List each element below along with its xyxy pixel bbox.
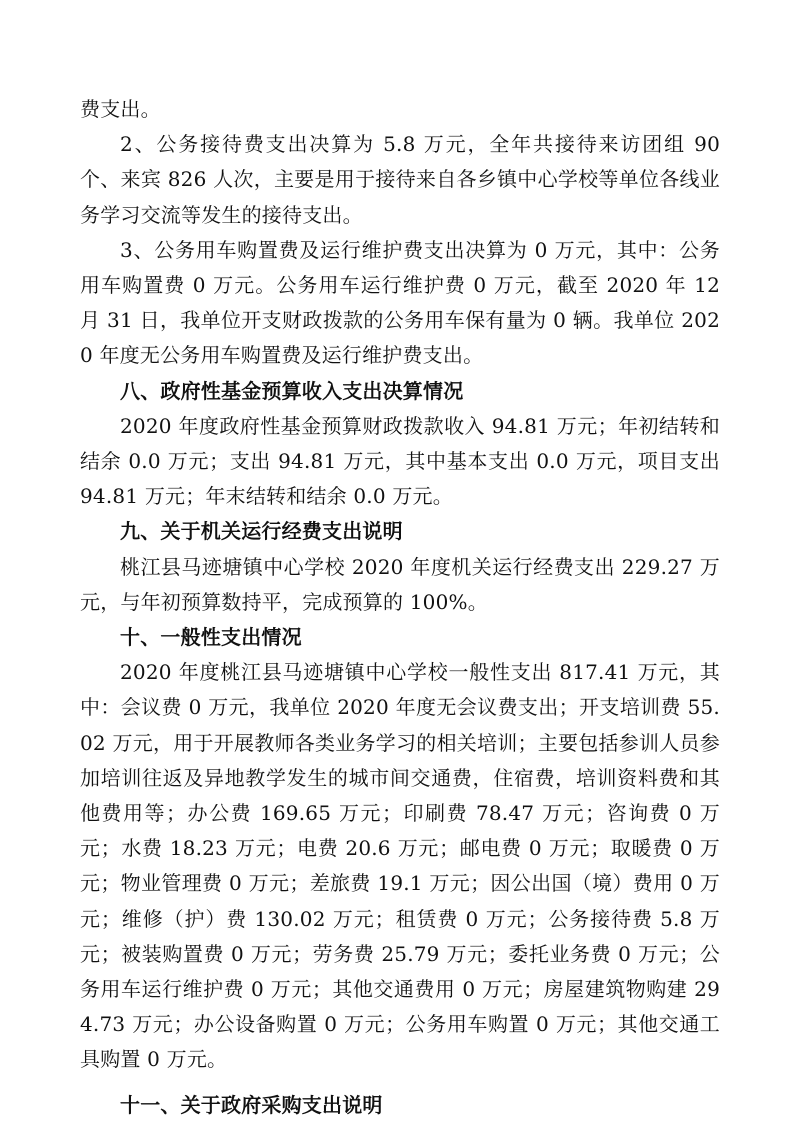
- document-body: [80, 92, 720, 1123]
- heading-general-expense: 十、一般性支出情况: [120, 625, 302, 650]
- paragraph-operating-expense: 桃江县马迹塘镇中心学校 2020 年度机关运行经费支出 229.27 万元，与年初预算数持平，完成预算的 100%。: [80, 554, 720, 614]
- heading-procurement: 十一、关于政府采购支出说明: [120, 1092, 383, 1117]
- paragraph-intro-fragment: 费支出。: [80, 97, 161, 121]
- paragraph-vehicle-expense: 3、公务用车购置费及运行维护费支出决算为 0 万元，其中：公务用车购置费 0 万元。公务用车运行维护费 0 万元，截至 2020 年 12 月 31 日，我单位开支财政拨款的公务用车保有量为 0 辆。我单位 2020 年度无公务用车购置费及运行维护费支出。: [80, 237, 720, 368]
- paragraph-government-fund: 2020 年度政府性基金预算财政拨款收入 94.81 万元；年初结转和结余 0.0 万元；支出 94.81 万元，其中基本支出 0.0 万元，项目支出 94.81 万元；年末结转和结余 0.0 万元。: [80, 413, 720, 509]
- heading-government-fund: 八、政府性基金预算收入支出决算情况: [120, 378, 464, 403]
- paragraph-reception-expense: 2、公务接待费支出决算为 5.8 万元，全年共接待来访团组 90 个、来宾 826 人次，主要是用于接待来自各乡镇中心学校等单位各线业务学习交流等发生的接待支出。: [80, 132, 720, 227]
- heading-operating-expense: 九、关于机关运行经费支出说明: [120, 519, 403, 544]
- paragraph-general-expense: 2020 年度桃江县马迹塘镇中心学校一般性支出 817.41 万元，其中：会议费 0 万元，我单位 2020 年度无会议费支出；开支培训费 55.02 万元，用于开展教师各类业务学习的相关培训；主要包括参训人员参加培训往返及异地教学发生的城市间交通费，住宿费，培训资料费和其他费用等；办公费 169.65 万元；印刷费 78.47 万元；咨询费 0 万元；水费 18.23 万元；电费 20.6 万元；邮电费 0 万元；取暖费 0 万元；物业管理费 0 万元；差旅费 19.1 万元；因公出国（境）费用 0 万元；维修（护）费 130.02 万元；租赁费 0 万元；公务接待费 5.8 万元；被装购置费 0 万元；劳务费 25.79 万元；委托业务费 0 万元；公务用车运行维护费 0 万元；其他交通费用 0 万元；房屋建筑物购建 294.73 万元；办公设备购置 0 万元；公务用车购置 0 万元；其他交通工具购置 0 万元。: [80, 660, 720, 1072]
